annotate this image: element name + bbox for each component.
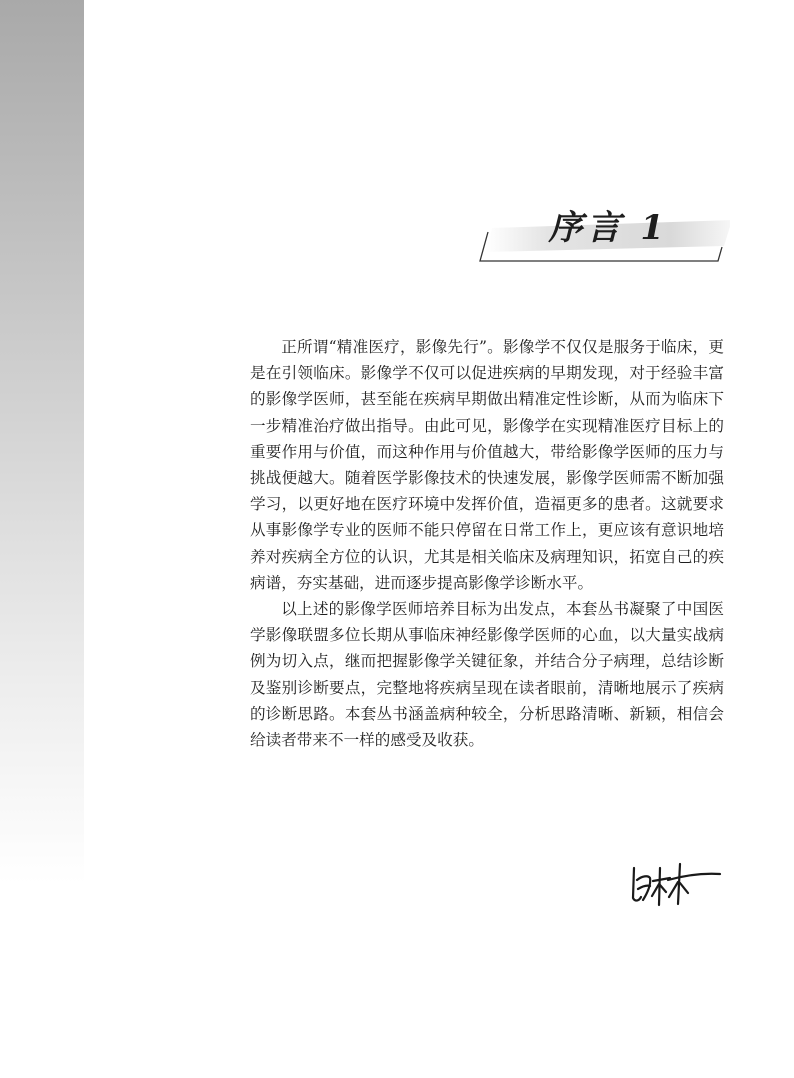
title-block [470,190,730,270]
signature-stroke [633,868,641,901]
paragraph-1: 正所谓“精准医疗，影像先行”。影像学不仅仅是服务于临床，更是在引领临床。影像学不仅可以促进疾病的早期发现，对于经验丰富的影像学医师，甚至能在疾病早期做出精准定性诊断，从而为临床下一步精准治疗做出指导。由此可见，影像学在实现精准医疗目标上的重要作用与价值，而这种作用与价值越大，带给影像学医师的压力与挑战便越大。随着医学影像技术的快速发展，影像学医师需不断加强学习，以更好地在医疗环境中发挥价值，造福更多的患者。这就要求从事影像学专业的医师不能只停留在日常工作上，更应该有意识地培养对疾病全方位的认识，尤其是相关临床及病理知识，拓宽自己的疾病谱，夯实基础，进而逐步提高影像学诊断水平。 [250,338,724,592]
page-title: 序言 1 [548,208,668,248]
signature-stroke [680,883,688,893]
handwritten-signature [626,858,726,908]
paragraph-2: 以上述的影像学医师培养目标为出发点，本套丛书凝聚了中国医学影像联盟多位长期从事临床神经影像学医师的心血，以大量实战病例为切入点，继而把握影像学关键征象，并结合分子病理，总结诊断及鉴别诊断要点，完整地将疾病呈现在读者眼前，清晰地展示了疾病的诊断思路。本套丛书涵盖病种较全，分析思路清晰、新颖，相信会给读者带来不一样的感受及收获。 [250,600,724,750]
signature-stroke [669,882,678,897]
preface-body [250,334,724,753]
signature-stroke [668,874,720,880]
signature-stroke [652,884,659,896]
side-gradient-band [0,0,84,1078]
signature-stroke [660,885,666,892]
